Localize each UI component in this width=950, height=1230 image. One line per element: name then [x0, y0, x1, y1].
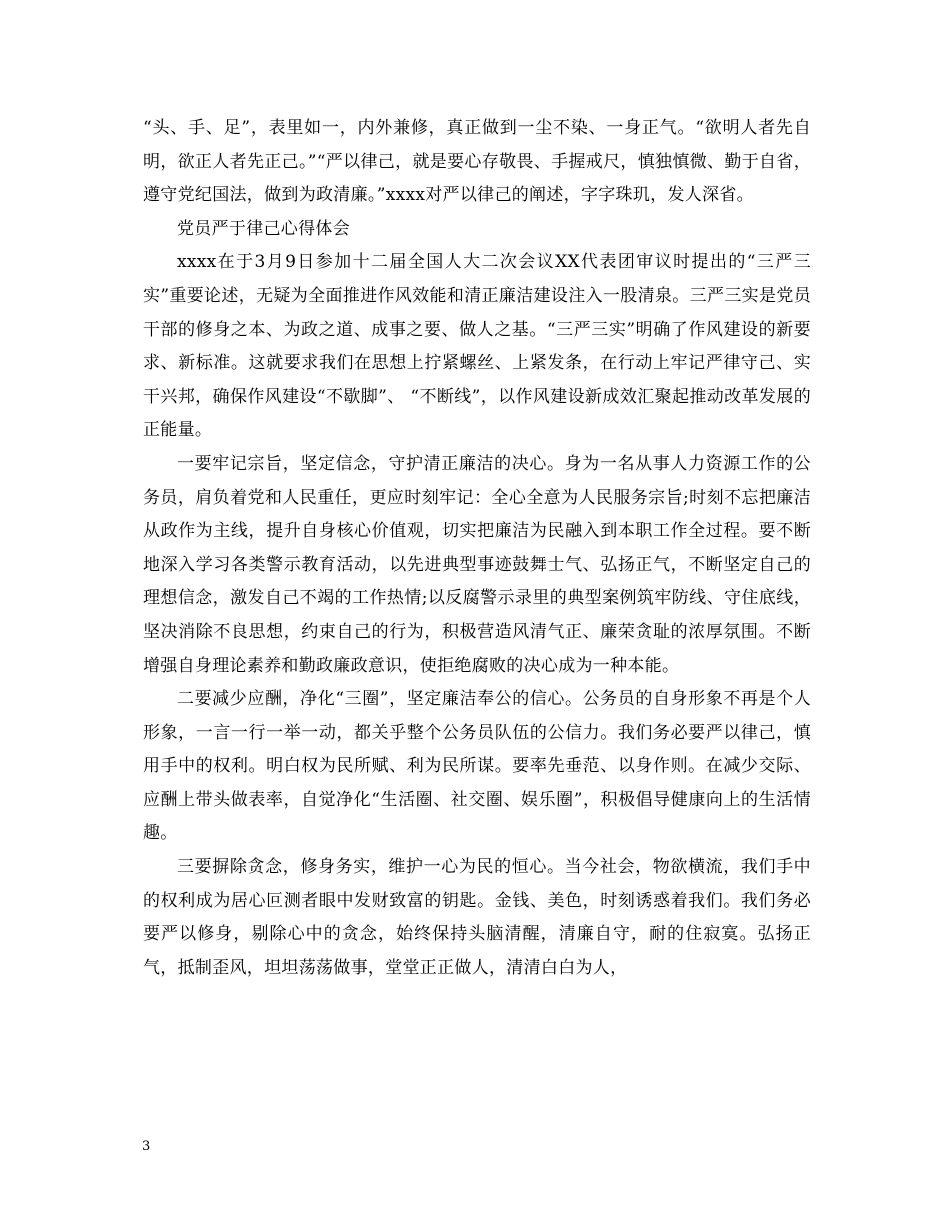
paragraph-point-three: 三要摒除贪念，修身务实，维护一心为民的恒心。当今社会，物欲横流，我们手中的权利成为居心叵测者眼中发财致富的钥匙。金钱、美色，时刻诱惑着我们。我们务必要严以修身，剔除心中的贪念，始终保持头脑清醒，清廉自守，耐的住寂寞。弘扬正气，抵制歪风，坦坦荡荡做事，堂堂正正做人，清清白白为人，: [143, 857, 811, 978]
section-heading: 党员严于律己心得体会: [177, 218, 350, 239]
body-text: [143, 112, 811, 985]
page-number: 3: [142, 1139, 151, 1154]
paragraph-continuation: “头、手、足”，表里如一，内外兼修，真正做到一尘不染、一身正气。“欲明人者先自明，欲正人者先正己。”“严以律己，就是要心存敬畏、手握戒尺，慎独慎微、勤于自省，遵守党纪国法，做到为政清廉。”xxxx对严以律己的阐述，字字珠玑，发人深省。: [143, 118, 811, 206]
paragraph-intro: xxxx在于3月9日参加十二届全国人大二次会议XX代表团审议时提出的“三严三实”重要论述，无疑为全面推进作风效能和清正廉洁建设注入一股清泉。三严三实是党员干部的修身之本、为政之道、成事之要、做人之基。“三严三实”明确了作风建设的新要求、新标准。这就要求我们在思想上拧紧螺丝、上紧发条，在行动上牢记严律守己、实干兴邦，确保作风建设“不歇脚”、 “不断线”，以作风建设新成效汇聚起推动改革发展的正能量。: [143, 252, 811, 441]
paragraph-point-one: 一要牢记宗旨，坚定信念，守护清正廉洁的决心。身为一名从事人力资源工作的公务员，肩负着党和人民重任，更应时刻牢记：全心全意为人民服务宗旨;时刻不忘把廉洁从政作为主线，提升自身核心价值观，切实把廉洁为民融入到本职工作全过程。要不断地深入学习各类警示教育活动，以先进典型事迹鼓舞士气、弘扬正气，不断坚定自己的理想信念，激发自己不竭的工作热情;以反腐警示录里的典型案例筑牢防线、守住底线，坚决消除不良思想，约束自己的行为，积极营造风清气正、廉荣贪耻的浓厚氛围。不断增强自身理论素养和勤政廉政意识，使拒绝腐败的决心成为一种本能。: [143, 453, 811, 676]
paragraph-point-two: 二要减少应酬，净化“三圈”，坚定廉洁奉公的信心。公务员的自身形象不再是个人形象，一言一行一举一动，都关乎整个公务员队伍的公信力。我们务必要严以律己，慎用手中的权利。明白权为民所赋、利为民所谋。要率先垂范、以身作则。在减少交际、应酬上带头做表率，自觉净化“生活圈、社交圈、娱乐圈”，积极倡导健康向上的生活情趣。: [143, 689, 811, 844]
